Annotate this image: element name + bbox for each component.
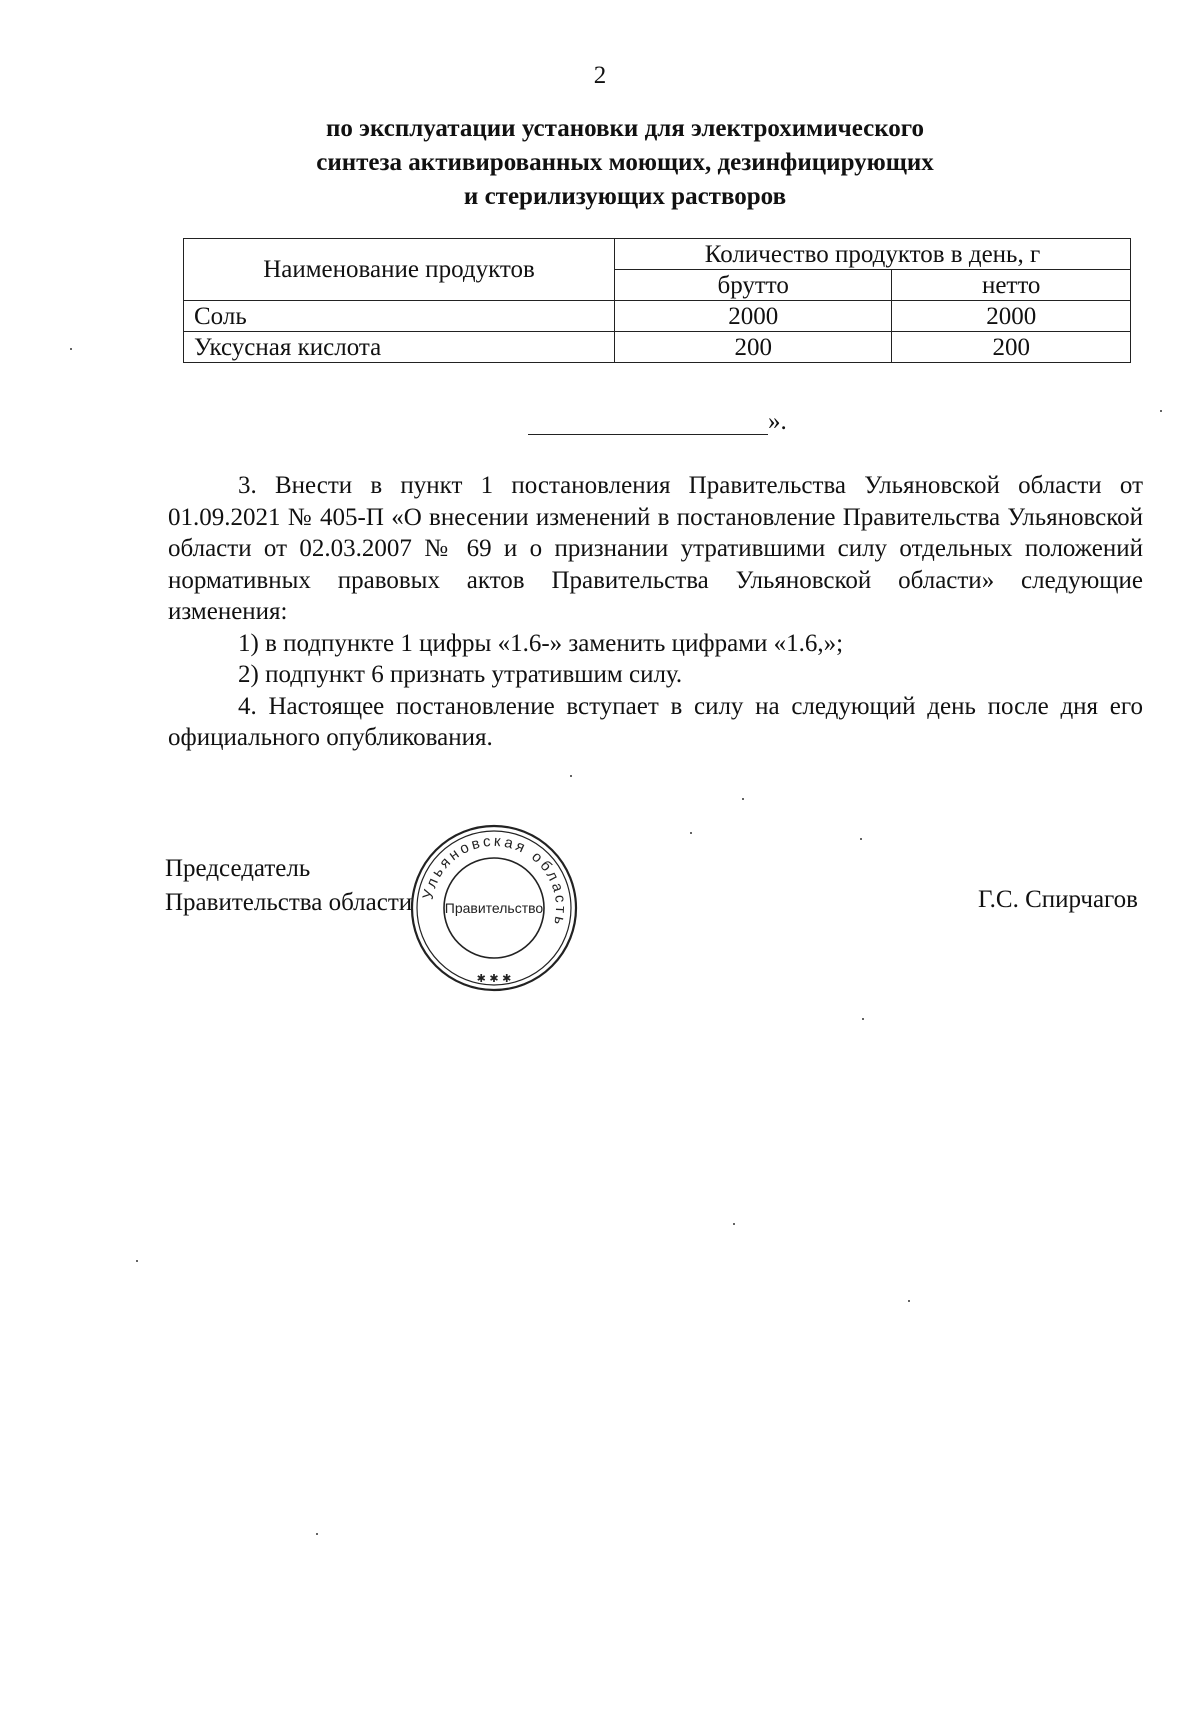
document-heading <box>240 112 1010 214</box>
header-net: нетто <box>892 270 1131 301</box>
table-row <box>184 332 1131 363</box>
paragraph-3-1: 1) в подпункте 1 цифры «1.6-» заменить цифрами «1.6,»; <box>238 629 844 657</box>
signer-title <box>165 852 412 920</box>
scan-speck <box>136 1260 138 1262</box>
closing-quote: ». <box>768 408 787 435</box>
document-body <box>168 470 1143 754</box>
scan-speck <box>690 832 692 834</box>
product-name-cell: Уксусная кислота <box>184 332 615 363</box>
products-table <box>183 238 1131 363</box>
heading-line-2: синтеза активированных моющих, дезинфицирующих <box>316 149 934 176</box>
signer-name: Г.С. Спирчагов <box>978 886 1138 913</box>
net-cell: 2000 <box>892 301 1131 332</box>
seal-ring-text: Ульяновская область <box>419 832 570 930</box>
closing-rule <box>528 412 768 435</box>
signer-title-line-1: Председатель <box>165 855 311 882</box>
paragraph-3-2: 2) подпункт 6 признать утратившим силу. <box>238 661 683 688</box>
product-name-cell: Соль <box>184 301 615 332</box>
scan-speck <box>570 775 572 777</box>
gross-cell: 200 <box>615 332 892 363</box>
scan-speck <box>733 1223 735 1225</box>
heading-line-3: и стерилизующих растворов <box>463 183 787 210</box>
header-gross: брутто <box>615 270 892 301</box>
scan-speck <box>860 838 862 840</box>
gross-cell: 2000 <box>615 301 892 332</box>
scan-speck <box>70 348 72 350</box>
scan-speck <box>742 798 744 800</box>
heading-line-1: по эксплуатации установки для электрохимического <box>325 115 925 142</box>
scan-speck <box>908 1300 910 1302</box>
official-seal-stamp <box>408 822 580 994</box>
page-number: 2 <box>593 62 607 89</box>
net-cell: 200 <box>892 332 1131 363</box>
paragraph-3: 3. Внести в пункт 1 постановления Правительства Ульяновской области от 01.09.2021 № 405-П «О внесении изменений в постановление Правительства Ульяновской области от 02.03.2007 № 69 и о признании утратившими силу отдельных положений нормативных правовых актов Правительства Ульяновской области» следующие изменения: <box>168 472 1143 625</box>
scan-speck <box>1160 410 1162 412</box>
scan-speck <box>862 1018 864 1020</box>
header-product-name: Наименование продуктов <box>184 239 615 301</box>
seal-stars: ✱ ✱ ✱ <box>476 972 512 985</box>
seal-center-text: Правительство <box>444 900 544 916</box>
signer-title-line-2: Правительства области <box>165 889 413 916</box>
table-row <box>184 301 1131 332</box>
paragraph-4: 4. Настоящее постановление вступает в силу на следующий день после дня его официального опубликования. <box>168 692 1143 751</box>
scan-speck <box>316 1533 318 1535</box>
header-quantity: Количество продуктов в день, г <box>615 239 1131 270</box>
table-header-row <box>184 239 1131 270</box>
